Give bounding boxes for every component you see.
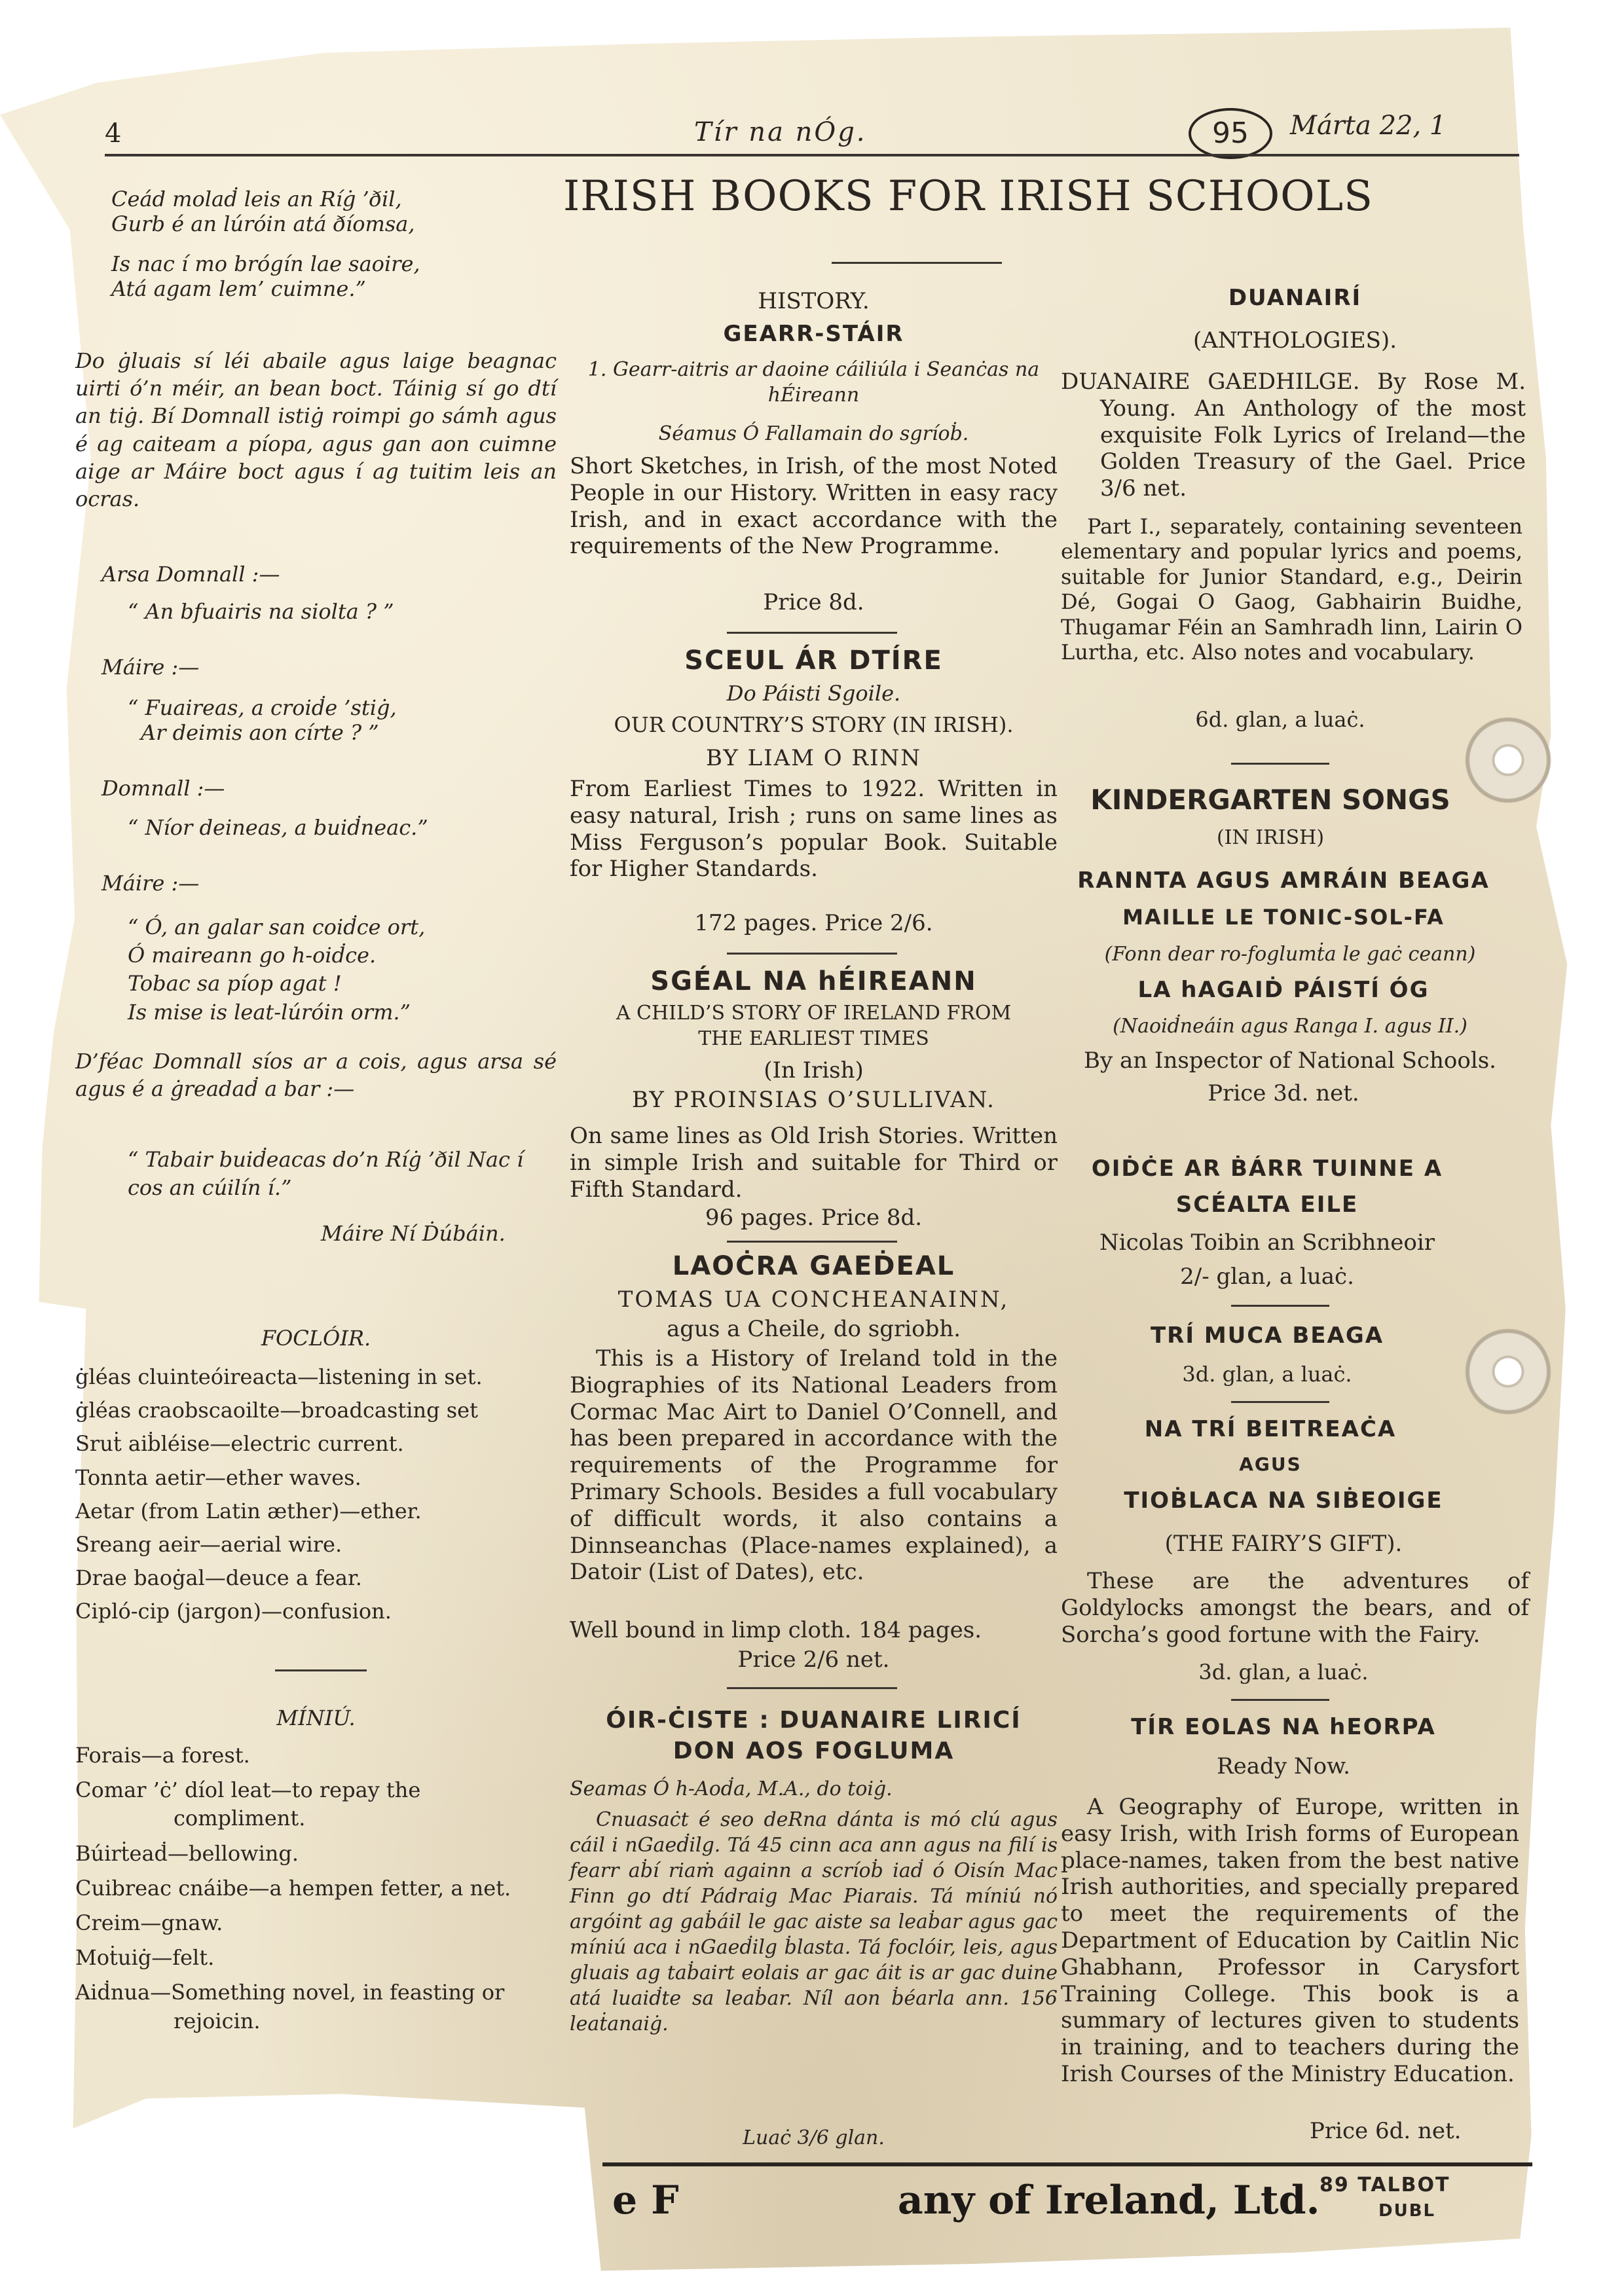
book-description: On same lines as Old Irish Stories. Written in simple Irish and suitable for Third or Fifth Standard.	[570, 1123, 1058, 1203]
section-title: KINDERGARTEN SONGS	[1090, 784, 1450, 816]
book-price: Price 3d. net.	[1208, 1080, 1359, 1106]
book-price: Price 8d.	[763, 589, 864, 615]
section-title: DUANAIRÍ	[1228, 285, 1362, 311]
glossary-list	[75, 1360, 557, 1629]
book-title: ÓIR-ĊISTE : DUANAIRE LIRICÍ DON AOS FOGLUMA	[606, 1707, 1022, 1764]
dialogue-line: Is mise is leat-lúróin orm.”	[128, 999, 411, 1025]
book-price: Luaċ 3/6 glan.	[743, 2126, 885, 2149]
dialogue-line: “ An bfuairis na siolta ? ”	[128, 599, 394, 624]
book-author: Nicolas Toibin an Scribhneoir	[1099, 1230, 1435, 1256]
title-divider	[832, 262, 1002, 264]
book-description: Short Sketches, in Irish, of the most Noted People in our History. Written in easy racy Irish, and in exact accordance with the requirements of the New Programme.	[570, 453, 1058, 560]
section-divider	[275, 1669, 367, 1671]
history-label: HISTORY.	[758, 288, 870, 314]
masthead: Tír na nÓg.	[694, 117, 867, 147]
dialogue-speaker: Máire :—	[101, 655, 200, 680]
book-subtitle: Do Páisti Sgoile.	[726, 681, 901, 706]
book-price: Price 6d. net.	[1310, 2118, 1462, 2144]
book-status: Ready Now.	[1217, 1753, 1350, 1779]
miniu-item: Forais—a forest.	[75, 1743, 250, 1768]
book-price: 172 pages. Price 2/6.	[694, 910, 933, 936]
section-divider	[1231, 763, 1329, 765]
book-description: From Earliest Times to 1922. Written in easy natural, Irish ; runs on same lines as Miss Ferguson’s popular Book. Suitable for Higher Standards.	[570, 776, 1058, 883]
poem-line: Atá agam lem’ cuimne.”	[111, 276, 366, 302]
book-description: This is a History of Ireland told in the Biographies of its National Leaders from Cormac Mac Airt to Daniel O’Connell, and has been prepared in accordance with the requirements of the Programme for Primary Schools. Besides a full vocabulary of difficult words, it also contains a Dinnseanchas (Place-names explained), a Datoir (List of Dates), etc.	[570, 1345, 1058, 1586]
glossary-item: Sruṫ aiḃléise—electric current.	[75, 1431, 404, 1457]
issue-date: Márta 22, 1	[1290, 111, 1447, 141]
section-divider	[1231, 1305, 1329, 1307]
dialogue-lines	[128, 695, 553, 746]
header-rule	[105, 154, 1519, 156]
glossary-item: Sreang aeir—aerial wire.	[75, 1531, 342, 1557]
book-price: 2/- glan, a luaċ.	[1180, 1264, 1354, 1290]
book-subtitle: 1. Gearr-aitris ar daoine cáiliúla i Seanċas na hÉireann	[587, 358, 1040, 407]
binder-hole	[1459, 1322, 1557, 1421]
dialogue-line: Ar deimis aon círte ? ”	[141, 720, 379, 746]
book-price: 96 pages. Price 8d.	[705, 1205, 923, 1231]
book-title: TIOḂLACA NA SIḂEOIGE	[1124, 1487, 1443, 1514]
glossary-item: Tonnta aetir—ether waves.	[75, 1465, 361, 1490]
book-subtitle: (Naoiḋneáin agus Ranga I. agus II.)	[1113, 1015, 1467, 1038]
publisher-address: 89 TALBOT	[1320, 2174, 1450, 2196]
book-subtitle: SCÉALTA EILE	[1175, 1192, 1359, 1218]
publisher-name: e F any of Ireland, Ltd.	[612, 2178, 1320, 2223]
poem-line: Ceád molaḋ leis an Ríġ ’ðil,	[111, 187, 402, 211]
publisher-city: DUBL	[1378, 2201, 1436, 2221]
book-subtitle: MAILLE LE TONIC-SOL-FA	[1122, 905, 1445, 930]
miniu-item: Cuibreac cnáibe—a hempen fetter, a net.	[75, 1875, 511, 1901]
dialogue-speaker: Domnall :—	[101, 776, 225, 801]
miniu-item: Moṫuiġ—felt.	[75, 1945, 215, 1971]
glossary-item: ġléas cluinteóireacta—listening in set.	[75, 1364, 483, 1389]
book-author: TOMAS UA CONCHEANAINN,	[618, 1286, 1010, 1313]
book-title-conjunction: AGUS	[1239, 1453, 1302, 1475]
glossary-item: ġléas craobscaoilte—broadcasting set	[75, 1398, 478, 1423]
book-title: SCEUL ÁR DTÍRE	[684, 646, 943, 676]
story-signature: Máire Ní Ḋúbáin.	[321, 1221, 506, 1246]
poem-line: Is nac í mo brógín lae saoire,	[111, 251, 420, 276]
book-title: LAOĊRA GAEḊEAL	[672, 1251, 955, 1281]
book-title: SGÉAL NA hÉIREANN	[650, 966, 977, 996]
book-description: A Geography of Europe, written in easy Irish, with Irish forms of European place-names, taken from the best native Irish authorities, and specially prepared to meet the requirements of the Department of Education by Caitlin Nic Ghabhann, Professor in Carysfort Training College. This book is a summary of lectures given to students in training, and to teachers during the Irish Courses of the Ministry Education.	[1061, 1794, 1519, 2087]
foclóir-title: FOCLÓIR.	[261, 1326, 371, 1351]
dialogue-line: “ Ó, an galar san coiḋce ort,	[128, 915, 426, 939]
book-price: Price 2/6 net.	[737, 1647, 890, 1673]
dialogue-lines	[128, 913, 553, 1027]
dialogue-line: “ Níor deineas, a buiḋneac.”	[128, 815, 428, 840]
miniu-title: MÍNIÚ.	[276, 1705, 356, 1730]
book-price: 3d. glan, a luaċ.	[1182, 1362, 1352, 1387]
footer-rule	[602, 2162, 1532, 2166]
section-divider	[727, 1241, 897, 1243]
folio-stamp: 95	[1189, 108, 1272, 159]
section-divider	[727, 953, 897, 955]
miniu-item: Comar ’ċ’ díol leat—to repay the compliment.	[75, 1777, 421, 1831]
book-description: Cnuasaċt é seo deRna dánta is mó clú agus cáil i nGaeḋilg. Tá 45 cinn aca ann agus na filí is fearr aḃí riaṁ againn a scríoḃ iaḋ ó Oisín Mac Finn go dtí Pádraig Mac Piarais. Tá míniú nó argóint ag gaḃáil le gac aiste sa leaḃar agus gac míniú aca i nGaeḋilg ḃlasta. Tá foclóir, leis, agus gluais ag taḃairt eolais ar gac áit is ar gac duine atá luaiḋte sa leaḃar. Níl aon ḃéarla ann. 156 leaṫanaiġ.	[570, 1808, 1058, 2035]
section-divider	[727, 1687, 897, 1689]
book-title: TÍR EOLAS NA hEORPA	[1131, 1714, 1436, 1740]
book-author: BY LIAM O RINN	[705, 745, 922, 771]
book-author: By an Inspector of National Schools.	[1084, 1048, 1496, 1074]
book-subtitle: (In Irish)	[764, 1057, 864, 1084]
page-number: 4	[105, 118, 122, 149]
section-divider	[727, 632, 897, 634]
book-binding: Well bound in limp cloth. 184 pages.	[570, 1617, 982, 1643]
miniu-item: Creim—gnaw.	[75, 1910, 223, 1935]
glossary-item: Aetar (from Latin æther)—ether.	[75, 1498, 422, 1523]
dialogue-speaker: Máire :—	[101, 871, 200, 896]
section-subtitle: (IN IRISH)	[1216, 826, 1325, 849]
story-narrative: Do ġluais sí léi abaile agus laige beagnac uirti ó’n méir, an bean boct. Táinig sí go dtí an tiġ. Bí Domnall istiġ roimpi go sámh agus é ag caiteam a píopa, agus gan aon cuimne aige ar Máire boct agus í ag tuitim leis an ocras.	[75, 348, 557, 512]
book-description: DUANAIRE GAEDHILGE. By Rose M. Young. An Anthology of the most exquisite Folk Lyrics of Ireland—the Golden Treasury of the Gael. Price 3/6 net.	[1061, 369, 1526, 502]
book-title: GEARR-STÁIR	[723, 321, 904, 347]
story-closing: D’féac Domnall síos ar a cois, agus arsa sé agus é a ġreadaḋ a bar :—	[75, 1049, 557, 1102]
section-subtitle: (ANTHOLOGIES).	[1193, 327, 1397, 354]
book-english-title: OUR COUNTRY’S STORY (IN IRISH).	[614, 712, 1014, 737]
book-author: BY PROINSIAS O’SULLIVAN.	[632, 1087, 995, 1113]
book-title: LA hAGAIḊ PÁISTÍ ÓG	[1137, 977, 1430, 1003]
miniu-list	[75, 1741, 557, 2035]
glossary-item: Drae baoġal—deuce a fear.	[75, 1565, 362, 1591]
book-title: TRÍ MUCA BEAGA	[1150, 1322, 1384, 1349]
miniu-item: Búirṫeaḋ—bellowing.	[75, 1840, 299, 1866]
book-price: 6d. glan, a luaċ.	[1195, 707, 1365, 732]
book-description: These are the adventures of Goldylocks amongst the bears, and of Sorcha’s good fortune with the Fairy.	[1061, 1568, 1529, 1648]
section-divider	[1231, 1699, 1329, 1701]
dialogue-line: Ó maireann go h-oiḋce.	[128, 943, 377, 968]
dialogue-line: Tobac sa píop agat !	[128, 971, 342, 996]
poem-line: Gurb é an lúróin atá ðíomsa,	[111, 211, 415, 237]
book-author: Seamas Ó h-Aoḋa, M.A., do toiġ.	[570, 1777, 893, 1800]
book-title: OIḊĊE AR ḂÁRR TUINNE A	[1091, 1156, 1443, 1182]
dialogue-line: “ Fuaireas, a croiḋe ’stiġ,	[128, 695, 397, 720]
final-quote: “ Tabair buiḋeacas do’n Ríġ ’ðil Nac í cos an cúilín í.”	[128, 1147, 524, 1201]
book-note: (Fonn dear ro-foglumṫa le gaċ ceann)	[1104, 943, 1476, 966]
book-title: RANNTA AGUS AMRÁIN BEAGA	[1077, 867, 1490, 894]
book-english-title: A CHILD’S STORY OF IRELAND FROM THE EARLIEST TIMES	[616, 1002, 1012, 1050]
book-description: Part I., separately, containing seventeen elementary and popular lyrics and poems, suitable for Junior Standard, e.g., Deirin Dé, Gogai O Gaog, Gabhairin Buidhe, Thugamar Féin an Samhradh linn, Lairin O Lurtha, etc. Also notes and vocabulary.	[1061, 514, 1522, 665]
miniu-item: Aiḋnua—Something novel, in feasting or rejoicin.	[75, 1980, 505, 2033]
book-title: NA TRÍ BEITREAĊA	[1144, 1416, 1397, 1442]
main-title: IRISH BOOKS FOR IRISH SCHOOLS	[563, 172, 1373, 221]
glossary-item: Cipló-cip (jargon)—confusion.	[75, 1599, 392, 1624]
book-english-title: (THE FAIRY’S GIFT).	[1164, 1531, 1403, 1557]
book-author-note: agus a Cheile, do sgriobh.	[666, 1316, 961, 1342]
book-price: 3d. glan, a luaċ.	[1198, 1660, 1369, 1685]
section-divider	[1231, 1401, 1329, 1403]
dialogue-speaker: Arsa Domnall :—	[101, 562, 280, 587]
poem-tail	[75, 187, 557, 302]
book-author: Séamus Ó Fallamain do sgríoḃ.	[658, 422, 969, 445]
